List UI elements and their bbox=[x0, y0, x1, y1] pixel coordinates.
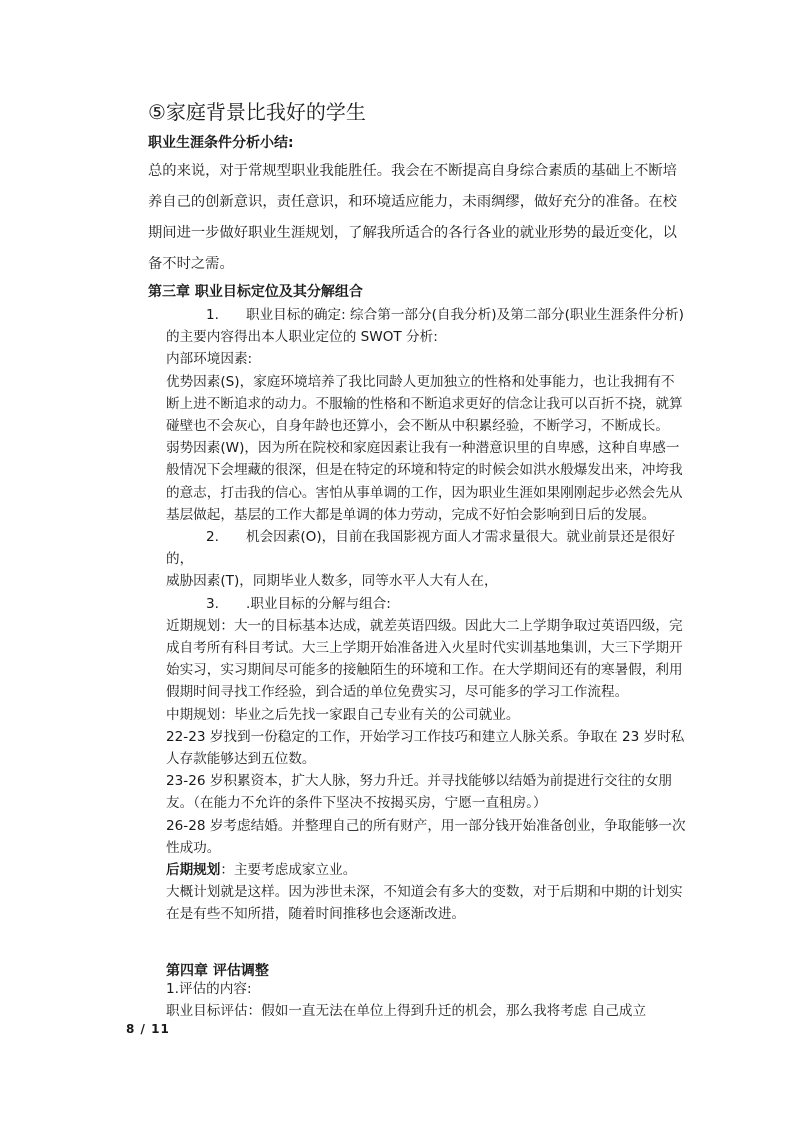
plan-age-26-28: 26-28 岁考虑结婚。并整理自己的所有财产，用一部分钱开始准备创业，争取能够一次性成功。 bbox=[166, 817, 686, 856]
long-term-text: ：主要考虑成家立业。 bbox=[220, 862, 357, 879]
threats-paragraph: 威胁因素(T)，同期毕业人数多，同等水平人大有人在， bbox=[166, 573, 498, 590]
item3-paragraph bbox=[166, 593, 686, 615]
chapter4-title: 第四章 评估调整 bbox=[166, 963, 269, 979]
eval-content-label: 1.评估的内容: bbox=[166, 981, 252, 997]
summary-title: 职业生涯条件分析小结: bbox=[148, 135, 294, 151]
plan-age-23-26: 23-26 岁积累资本，扩大人脉，努力升迁。并寻找能够以结婚为前提进行交往的女朋友。（在能力不允许的条件下坚决不按揭买房，宁愿一直租房。） bbox=[166, 773, 673, 812]
long-term-label: 后期规划 bbox=[166, 862, 221, 879]
item2-paragraph bbox=[166, 526, 686, 570]
chapter3-title: 第三章 职业目标定位及其分解组合 bbox=[148, 284, 363, 300]
internal-factors-label: 内部环境因素: bbox=[166, 351, 253, 368]
long-term-plan bbox=[166, 859, 686, 881]
family-background-heading: ⑤家庭背景比我好的学生 bbox=[148, 100, 366, 124]
strengths-paragraph: 优势因素(S)，家庭环境培养了我比同龄人更加独立的性格和处事能力，也让我拥有不断上进不断追求的动力。不服输的性格和不断追求更好的信念让我可以百折不挠，就算碰壁也不会灰心，自身年龄也还算小，会不断从中积累经验，不断学习，不断成长。 bbox=[166, 373, 683, 435]
chapter4-body bbox=[166, 978, 686, 1022]
chapter3-body bbox=[166, 304, 686, 926]
opportunities-text: 机会因素(O)，目前在我国影视方面人才需求量很大。就业前景还是很好的， bbox=[166, 529, 676, 568]
item1-text: 职业目标的确定: 综合第一部分(自我分析)及第二部分(职业生涯条件分析)的主要内容得出本人职业定位的 SWOT 分析: bbox=[166, 307, 684, 346]
item3-number: 3. bbox=[206, 595, 219, 612]
goal-eval-paragraph: 职业目标评估：假如一直无法在单位上得到升迁的机会，那么我将考虑 自己成立 bbox=[166, 1003, 647, 1020]
summary-paragraph: 总的来说，对于常规型职业我能胜任。我会在不断提高自身综合素质的基础上不断培养自己的创新意识，责任意识，和环境适应能力，未雨绸缪，做好充分的准备。在校期间进一步做好职业生涯规划，了解我所适合的各行各业的就业形势的最近变化，以备不时之需。 bbox=[148, 163, 677, 272]
item2-number: 2. bbox=[206, 529, 219, 546]
item1-number: 1. bbox=[206, 307, 219, 323]
weaknesses-paragraph: 弱势因素(W)，因为所在院校和家庭因素让我有一种潜意识里的自卑感，这种自卑感一般情况下会埋藏的很深，但是在特定的环境和特定的时候会如洪水般爆发出来，冲垮我的意志，打击我的信心。害怕从事单调的工作，因为职业生涯如果刚刚起步必然会先从基层做起，基层的工作大都是单调的体力劳动，完成不好怕会影响到日后的发展。 bbox=[166, 440, 683, 523]
plan-age-22-23: 22-23 岁找到一份稳定的工作，开始学习工作技巧和建立人脉关系。争取在 23 岁时私人存款能够达到五位数。 bbox=[166, 728, 685, 768]
plan-note: 大概计划就是这样。因为涉世未深，不知道会有多大的变数，对于后期和中期的计划实在是有些不知所措，随着时间推移也会逐渐改进。 bbox=[166, 884, 683, 923]
mid-term-plan: 中期规划：毕业之后先找一家跟自己专业有关的公司就业。 bbox=[166, 706, 520, 723]
item1-paragraph bbox=[166, 304, 686, 348]
item3-text: .职业目标的分解与组合: bbox=[246, 595, 391, 612]
page-number: 8 / 11 bbox=[126, 1022, 170, 1036]
near-term-plan: 近期规划：大一的目标基本达成，就差英语四级。因此大二上学期争取过英语四级，完成自考所有科目考试。大三上学期开始准备进入火星时代实训基地集训，大三下学期开始实习，实习期间尽可能多的接触陌生的环境和工作。在大学期间还有的寒暑假，利用假期时间寻找工作经验，到合适的单位免费实习，尽可能多的学习工作流程。 bbox=[166, 617, 683, 701]
